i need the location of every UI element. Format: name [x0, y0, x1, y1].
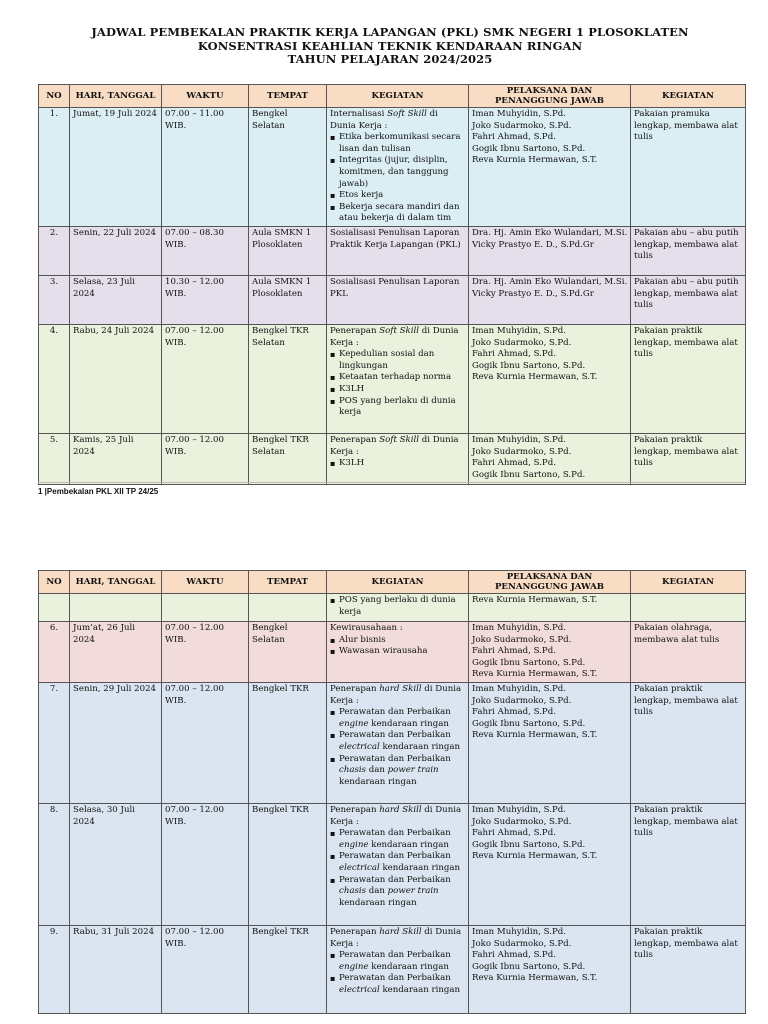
cell-notes: Pakaian praktik lengkap, membawa alat tulis	[631, 925, 746, 1013]
activity-list	[330, 595, 465, 618]
header-person-in-charge: PELAKSANA DAN PENANGGUNG JAWAB	[469, 85, 631, 108]
person-name: Joko Sudarmoko, S.Pd.	[472, 446, 572, 457]
activity-intro-text: Penerapan	[330, 434, 380, 445]
table-row	[39, 226, 746, 275]
cell-place: Bengkel TKR Selatan	[249, 324, 327, 433]
cell-place: Bengkel TKR Selatan	[249, 433, 327, 484]
activity-item-text: Perawatan dan Perbaikan	[339, 874, 451, 885]
table-body	[39, 108, 746, 485]
person-name: Fahri Ahmad, S.Pd.	[472, 458, 556, 469]
header-place: TEMPAT	[249, 571, 327, 594]
activity-item-text: kendaraan ringan	[339, 897, 417, 908]
cell-time: 07.00 – 12.00 WIB.	[162, 682, 249, 803]
person-name: Fahri Ahmad, S.Pd.	[472, 349, 556, 360]
cell-activity	[327, 433, 469, 484]
activity-item-text: dan	[366, 886, 388, 897]
table-row	[39, 594, 746, 622]
person-name: Iman Muhyidin, S.Pd.	[472, 623, 566, 633]
person-name: Gogik Ibnu Sartono, S.Pd.	[472, 657, 586, 668]
activity-item: ▪ POS yang berlaku di dunia kerja	[330, 396, 465, 419]
activity-item-text: dan	[366, 765, 388, 776]
cell-activity	[327, 226, 469, 275]
cell-time: 07.00 – 08.30 WIB.	[162, 226, 249, 275]
activity-intro-text: Penerapan	[330, 325, 380, 336]
cell-activity	[327, 324, 469, 433]
cell-date: Selasa, 30 Juli 2024	[70, 803, 162, 925]
cell-no: 3.	[39, 275, 70, 324]
header-time: WAKTU	[162, 571, 249, 594]
activity-item-text: engine	[339, 839, 369, 850]
person-name: Fahri Ahmad, S.Pd.	[472, 950, 556, 961]
cell-notes: Pakaian pramuka lengkap, membawa alat tulis	[631, 108, 746, 227]
activity-intro-text: hard Skill	[379, 926, 422, 937]
activity-item-text: electrical	[339, 741, 380, 752]
person-name: Vicky Prastyo E. D., S.Pd.Gr	[472, 239, 594, 250]
person-name: Dra. Hj. Amin Eko Wulandari, M.Si.	[472, 227, 628, 238]
activity-item	[330, 973, 465, 996]
table-row	[39, 803, 746, 925]
activity-list	[330, 458, 465, 470]
cell-notes: Pakaian abu – abu putih lengkap, membawa alat tulis	[631, 275, 746, 324]
activity-item-text: Perawatan dan Perbaikan	[339, 851, 451, 862]
header-place: TEMPAT	[249, 85, 327, 108]
cell-place: Bengkel Selatan	[249, 108, 327, 227]
cell-date: Jumat, 19 Juli 2024	[70, 108, 162, 227]
activity-item-text: kendaraan ringan	[368, 839, 449, 850]
header-activity: KEGIATAN	[327, 571, 469, 594]
activity-intro	[330, 623, 465, 635]
activity-item-text: kendaraan ringan	[339, 776, 417, 787]
cell-date: Jum’at, 26 Juli 2024	[70, 622, 162, 683]
person-name: Gogik Ibnu Sartono, S.Pd.	[472, 839, 586, 850]
activity-list	[330, 950, 465, 996]
activity-intro-text: Soft Skill	[387, 109, 427, 119]
person-name: Iman Muhyidin, S.Pd.	[472, 804, 566, 815]
cell-no: 8.	[39, 803, 70, 925]
person-name: Reva Kurnia Hermawan, S.T.	[472, 372, 598, 383]
person-name: Joko Sudarmoko, S.Pd.	[472, 337, 572, 348]
activity-intro	[330, 684, 465, 707]
activity-list	[330, 828, 465, 909]
cell-date: Senin, 22 Juli 2024	[70, 226, 162, 275]
activity-item: ▪ Alur bisnis	[330, 635, 465, 647]
header-notes: KEGIATAN	[631, 85, 746, 108]
cell-notes: Pakaian olahraga, membawa alat tulis	[631, 622, 746, 683]
person-name: Reva Kurnia Hermawan, S.T.	[472, 973, 598, 984]
cell-activity	[327, 803, 469, 925]
activity-item-text: kendaraan ringan	[368, 961, 449, 972]
activity-intro-text: Sosialisasi Penulisan Laporan PKL	[330, 276, 460, 299]
header-date: HARI, TANGGAL	[70, 571, 162, 594]
table-row	[39, 925, 746, 1013]
activity-intro	[330, 435, 465, 458]
person-name: Iman Muhyidin, S.Pd.	[472, 683, 566, 694]
activity-item-text: Perawatan dan Perbaikan	[339, 973, 451, 984]
activity-intro	[330, 109, 465, 132]
cell-time: 07.00 – 12.00 WIB.	[162, 803, 249, 925]
person-name: Joko Sudarmoko, S.Pd.	[472, 120, 572, 131]
table-body	[39, 594, 746, 1014]
person-name: Reva Kurnia Hermawan, S.T.	[472, 669, 598, 680]
cell-date: Kamis, 25 Juli 2024	[70, 433, 162, 484]
person-name: Fahri Ahmad, S.Pd.	[472, 646, 556, 657]
header-notes: KEGIATAN	[631, 571, 746, 594]
cell-no	[39, 594, 70, 622]
activity-intro	[330, 277, 465, 300]
activity-item	[330, 828, 465, 851]
activity-intro-text: hard Skill	[379, 804, 422, 815]
activity-intro-text: Soft Skill	[379, 434, 420, 445]
activity-item: ▪ Etika berkomunikasi secara lisan dan tulisan	[330, 132, 465, 155]
cell-place: Bengkel TKR	[249, 682, 327, 803]
title-line: JADWAL PEMBEKALAN PRAKTIK KERJA LAPANGAN (PKL) SMK NEGERI 1 PLOSOKLATEN	[91, 25, 689, 39]
activity-item-text: power train	[387, 765, 439, 776]
table-row	[39, 324, 746, 433]
activity-intro-text: Kewirausahaan :	[330, 623, 403, 633]
cell-activity	[327, 682, 469, 803]
activity-intro-text: di Dunia Kerja :	[330, 683, 462, 706]
cell-time: 10.30 – 12.00 WIB.	[162, 275, 249, 324]
activity-intro-text: Penerapan	[330, 804, 380, 815]
cell-person-in-charge	[469, 622, 631, 683]
cell-person-in-charge	[469, 275, 631, 324]
cell-activity	[327, 594, 469, 622]
person-name: Reva Kurnia Hermawan, S.T.	[472, 730, 598, 741]
schedule-table-page-2	[38, 570, 746, 1014]
person-name: Gogik Ibnu Sartono, S.Pd.	[472, 143, 586, 154]
activity-item-text: Perawatan dan Perbaikan	[339, 950, 451, 961]
activity-list	[330, 349, 465, 419]
cell-activity	[327, 108, 469, 227]
person-name: Iman Muhyidin, S.Pd.	[472, 109, 566, 119]
activity-intro-text: Penerapan	[330, 683, 380, 694]
activity-item-text: kendaraan ringan	[379, 862, 461, 873]
cell-notes: Pakaian praktik lengkap, membawa alat tulis	[631, 324, 746, 433]
activity-item-text: kendaraan ringan	[379, 741, 461, 752]
activity-item: ▪ Etos kerja	[330, 190, 465, 202]
activity-item: ▪ K3LH	[330, 458, 465, 470]
title-line: TAHUN PELAJARAN 2024/2025	[287, 52, 493, 66]
person-name: Iman Muhyidin, S.Pd.	[472, 926, 566, 937]
cell-notes: Pakaian praktik lengkap, membawa alat tulis	[631, 682, 746, 803]
person-name: Joko Sudarmoko, S.Pd.	[472, 634, 572, 645]
person-name: Fahri Ahmad, S.Pd.	[472, 707, 556, 718]
cell-date: Rabu, 24 Juli 2024	[70, 324, 162, 433]
activity-item	[330, 950, 465, 973]
activity-intro-text: hard Skill	[379, 683, 422, 694]
person-name: Fahri Ahmad, S.Pd.	[472, 828, 556, 839]
cell-no: 6.	[39, 622, 70, 683]
header-person-in-charge: PELAKSANA DAN PENANGGUNG JAWAB	[469, 571, 631, 594]
person-name: Joko Sudarmoko, S.Pd.	[472, 938, 572, 949]
cell-time	[162, 594, 249, 622]
activity-intro	[330, 805, 465, 828]
cell-time: 07.00 – 12.00 WIB.	[162, 433, 249, 484]
activity-item: ▪ Wawasan wirausaha	[330, 646, 465, 658]
activity-item-text: electrical	[339, 984, 380, 995]
activity-item: ▪ Kepedulian sosial dan lingkungan	[330, 349, 465, 372]
cell-time: 07.00 – 12.00 WIB.	[162, 324, 249, 433]
person-name: Gogik Ibnu Sartono, S.Pd.	[472, 961, 586, 972]
cell-date: Senin, 29 Juli 2024	[70, 682, 162, 803]
activity-intro-text: di Dunia Kerja :	[330, 109, 438, 131]
cell-notes	[631, 594, 746, 622]
cell-place: Aula SMKN 1 Plosoklaten	[249, 226, 327, 275]
cell-activity	[327, 925, 469, 1013]
cell-no: 4.	[39, 324, 70, 433]
activity-item: ▪ Ketaatan terhadap norma	[330, 372, 465, 384]
activity-intro	[330, 228, 465, 251]
page-footer: 1 |Pembekalan PKL XII TP 24/25	[38, 482, 745, 496]
activity-item-text: Perawatan dan Perbaikan	[339, 828, 451, 839]
activity-item	[330, 875, 465, 910]
person-name: Fahri Ahmad, S.Pd.	[472, 132, 556, 143]
activity-item: ▪ Bekerja secara mandiri dan atau bekerja di dalam tim	[330, 202, 465, 225]
cell-place: Bengkel TKR	[249, 803, 327, 925]
cell-place: Bengkel TKR	[249, 925, 327, 1013]
activity-item-text: engine	[339, 961, 369, 972]
activity-intro-text: di Dunia Kerja :	[330, 434, 459, 457]
table-row	[39, 622, 746, 683]
person-name: Iman Muhyidin, S.Pd.	[472, 434, 566, 445]
cell-no: 5.	[39, 433, 70, 484]
activity-item-text: kendaraan ringan	[368, 718, 449, 729]
activity-item-text: Perawatan dan Perbaikan	[339, 753, 451, 764]
cell-activity	[327, 622, 469, 683]
activity-item-text: engine	[339, 718, 369, 729]
cell-time: 07.00 – 12.00 WIB.	[162, 925, 249, 1013]
activity-list	[330, 132, 465, 225]
cell-no: 1.	[39, 108, 70, 227]
table-row	[39, 682, 746, 803]
cell-date: Selasa, 23 Juli 2024	[70, 275, 162, 324]
activity-item	[330, 707, 465, 730]
table-row	[39, 108, 746, 227]
cell-person-in-charge	[469, 108, 631, 227]
cell-person-in-charge	[469, 803, 631, 925]
activity-item	[330, 851, 465, 874]
activity-intro	[330, 927, 465, 950]
cell-person-in-charge	[469, 433, 631, 484]
cell-place: Aula SMKN 1 Plosoklaten	[249, 275, 327, 324]
activity-intro	[330, 326, 465, 349]
cell-person-in-charge	[469, 324, 631, 433]
activity-item-text: kendaraan ringan	[379, 984, 461, 995]
cell-notes: Pakaian abu – abu putih lengkap, membawa alat tulis	[631, 226, 746, 275]
header-date: HARI, TANGGAL	[70, 85, 162, 108]
person-name: Reva Kurnia Hermawan, S.T.	[472, 155, 598, 166]
cell-time: 07.00 – 12.00 WIB.	[162, 622, 249, 683]
activity-item-text: Perawatan dan Perbaikan	[339, 707, 451, 718]
cell-activity	[327, 275, 469, 324]
cell-date: Rabu, 31 Juli 2024	[70, 925, 162, 1013]
activity-intro-text: di Dunia Kerja :	[330, 804, 462, 827]
person-name: Gogik Ibnu Sartono, S.Pd.	[472, 469, 586, 480]
cell-person-in-charge	[469, 226, 631, 275]
activity-item: ▪ POS yang berlaku di dunia kerja	[330, 595, 465, 618]
activity-intro-text: Internalisasi	[330, 109, 388, 119]
person-name: Gogik Ibnu Sartono, S.Pd.	[472, 360, 586, 371]
activity-list	[330, 635, 465, 658]
table-header-row	[39, 571, 746, 594]
person-name: Iman Muhyidin, S.Pd.	[472, 325, 566, 336]
header-time: WAKTU	[162, 85, 249, 108]
activity-item: ▪ K3LH	[330, 384, 465, 396]
cell-no: 7.	[39, 682, 70, 803]
table-header-row	[39, 85, 746, 108]
cell-place	[249, 594, 327, 622]
activity-intro-text: Penerapan	[330, 926, 380, 937]
cell-notes: Pakaian praktik lengkap, membawa alat tulis	[631, 433, 746, 484]
person-name: Dra. Hj. Amin Eko Wulandari, M.Si.	[472, 276, 628, 287]
table-row	[39, 433, 746, 484]
person-name: Reva Kurnia Hermawan, S.T.	[472, 595, 598, 605]
activity-intro-text: Soft Skill	[379, 325, 420, 336]
person-name: Reva Kurnia Hermawan, S.T.	[472, 851, 598, 862]
cell-notes: Pakaian praktik lengkap, membawa alat tulis	[631, 803, 746, 925]
activity-list	[330, 707, 465, 788]
activity-intro-text: di Dunia Kerja :	[330, 325, 459, 348]
activity-item-text: chasis	[339, 886, 367, 897]
cell-place: Bengkel Selatan	[249, 622, 327, 683]
cell-no: 2.	[39, 226, 70, 275]
person-name: Gogik Ibnu Sartono, S.Pd.	[472, 718, 586, 729]
activity-intro-text: di Dunia Kerja :	[330, 926, 462, 949]
person-name: Joko Sudarmoko, S.Pd.	[472, 816, 572, 827]
cell-person-in-charge	[469, 925, 631, 1013]
activity-item	[330, 754, 465, 789]
activity-item	[330, 730, 465, 753]
cell-person-in-charge	[469, 594, 631, 622]
activity-item-text: power train	[387, 886, 439, 897]
cell-person-in-charge	[469, 682, 631, 803]
person-name: Joko Sudarmoko, S.Pd.	[472, 695, 572, 706]
activity-intro-text: Sosialisasi Penulisan Laporan Praktik Kerja Lapangan (PKL)	[330, 227, 461, 250]
activity-item-text: Perawatan dan Perbaikan	[339, 730, 451, 741]
cell-date	[70, 594, 162, 622]
person-name: Vicky Prastyo E. D., S.Pd.Gr	[472, 288, 594, 299]
cell-no: 9.	[39, 925, 70, 1013]
table-row	[39, 275, 746, 324]
title-line: KONSENTRASI KEAHLIAN TEKNIK KENDARAAN RINGAN	[197, 38, 583, 53]
header-activity: KEGIATAN	[327, 85, 469, 108]
schedule-table-page-1	[38, 84, 746, 485]
header-no: NO	[39, 85, 70, 108]
cell-time: 07.00 – 11.00 WIB.	[162, 108, 249, 227]
document-title	[0, 26, 768, 67]
header-no: NO	[39, 571, 70, 594]
activity-item: ▪ Integritas (jujur, disiplin, komitmen, dan tanggung jawab)	[330, 155, 465, 190]
activity-item-text: chasis	[339, 765, 367, 776]
activity-item-text: electrical	[339, 862, 380, 873]
